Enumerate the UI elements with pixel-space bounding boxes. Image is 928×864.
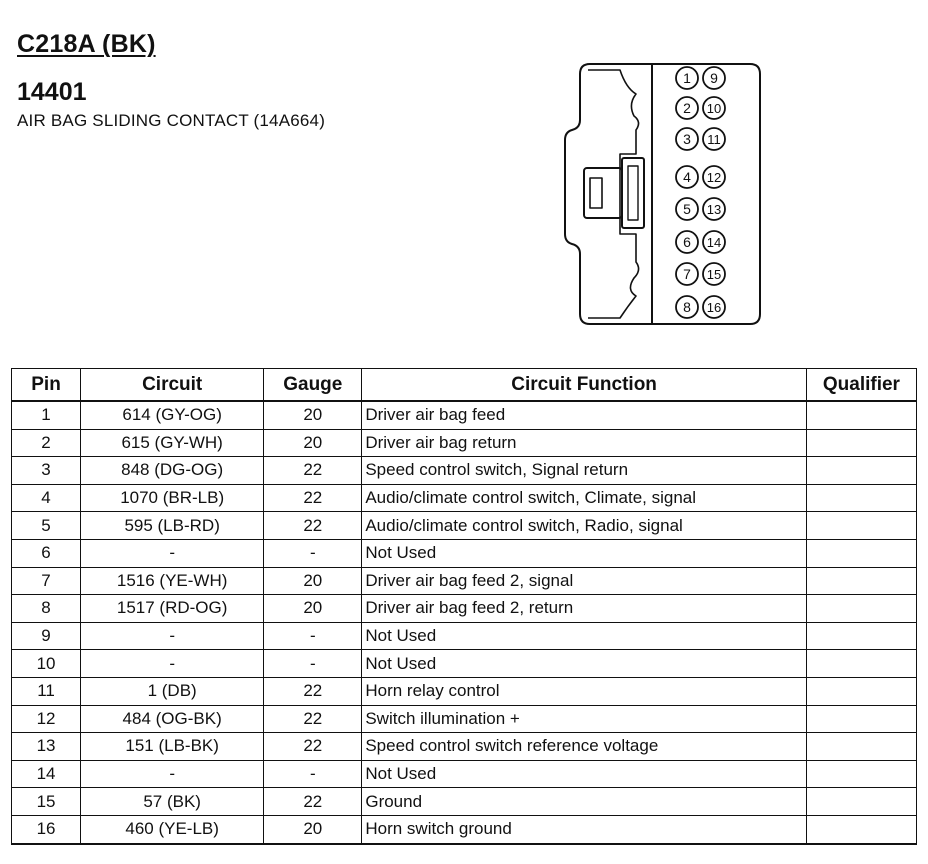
- circuit-function-cell: Horn switch ground: [362, 815, 806, 843]
- qualifier-cell: [806, 815, 916, 843]
- pin-cavity: [703, 231, 725, 253]
- pin-cell: 7: [12, 567, 81, 595]
- qualifier-cell: [806, 788, 916, 816]
- pin-cell: 10: [12, 650, 81, 678]
- pinout-table: [11, 368, 917, 845]
- table-row: [12, 539, 917, 567]
- pin-cell: 9: [12, 622, 81, 650]
- gauge-cell: -: [264, 539, 362, 567]
- circuit-function-cell: Driver air bag return: [362, 429, 806, 457]
- pin-number-label: 15: [706, 267, 722, 282]
- qualifier-cell: [806, 457, 916, 485]
- gauge-cell: 20: [264, 595, 362, 623]
- circuit-cell: -: [81, 760, 264, 788]
- column-header-pin: Pin: [12, 369, 81, 402]
- pin-number-label: 1: [683, 70, 691, 86]
- qualifier-cell: [806, 567, 916, 595]
- pin-cavity: [703, 166, 725, 188]
- qualifier-cell: [806, 401, 916, 429]
- pin-number-label: 4: [683, 169, 691, 185]
- circuit-cell: -: [81, 650, 264, 678]
- pin-number-label: 8: [683, 299, 691, 315]
- qualifier-cell: [806, 484, 916, 512]
- pin-number-label: 7: [683, 266, 691, 282]
- circuit-function-cell: Not Used: [362, 760, 806, 788]
- pin-cell: 13: [12, 733, 81, 761]
- pin-number-label: 5: [683, 201, 691, 217]
- pin-cell: 15: [12, 788, 81, 816]
- column-header-qualifier: Qualifier: [806, 369, 916, 402]
- pin-cavity: [676, 198, 698, 220]
- circuit-cell: 614 (GY-OG): [81, 401, 264, 429]
- part-number: 14401: [17, 78, 87, 106]
- pin-cell: 11: [12, 677, 81, 705]
- qualifier-cell: [806, 650, 916, 678]
- pin-cell: 14: [12, 760, 81, 788]
- circuit-cell: 1516 (YE-WH): [81, 567, 264, 595]
- pin-number-label: 12: [706, 170, 722, 185]
- circuit-cell: 57 (BK): [81, 788, 264, 816]
- pin-cavity: [703, 296, 725, 318]
- pin-cavity: [676, 128, 698, 150]
- qualifier-cell: [806, 539, 916, 567]
- pin-cavity: [703, 97, 725, 119]
- pin-cell: 4: [12, 484, 81, 512]
- circuit-function-cell: Horn relay control: [362, 677, 806, 705]
- part-description: AIR BAG SLIDING CONTACT (14A664): [17, 111, 326, 130]
- pin-number-label: 6: [683, 234, 691, 250]
- gauge-cell: 22: [264, 457, 362, 485]
- table-header-row: [12, 369, 917, 402]
- table-row: [12, 760, 917, 788]
- gauge-cell: 22: [264, 705, 362, 733]
- gauge-cell: -: [264, 650, 362, 678]
- pin-cavity: [703, 198, 725, 220]
- pin-cavity: [676, 166, 698, 188]
- circuit-function-cell: Not Used: [362, 650, 806, 678]
- pin-number-label: 9: [710, 70, 718, 86]
- pin-cell: 6: [12, 539, 81, 567]
- table-row: [12, 484, 917, 512]
- pin-number-label: 16: [706, 300, 722, 315]
- column-header-circuit-function: Circuit Function: [362, 369, 806, 402]
- pin-cell: 1: [12, 401, 81, 429]
- gauge-cell: 20: [264, 815, 362, 843]
- pin-number-label: 13: [706, 202, 722, 217]
- circuit-cell: -: [81, 622, 264, 650]
- circuit-function-cell: Audio/climate control switch, Climate, signal: [362, 484, 806, 512]
- pin-cavity: [676, 67, 698, 89]
- circuit-cell: 484 (OG-BK): [81, 705, 264, 733]
- table-row: [12, 567, 917, 595]
- pin-cavity: [703, 263, 725, 285]
- circuit-function-cell: Driver air bag feed 2, signal: [362, 567, 806, 595]
- circuit-function-cell: Speed control switch, Signal return: [362, 457, 806, 485]
- circuit-function-cell: Speed control switch reference voltage: [362, 733, 806, 761]
- circuit-cell: 1070 (BR-LB): [81, 484, 264, 512]
- pin-number-label: 14: [706, 235, 722, 250]
- table-row: [12, 622, 917, 650]
- circuit-function-cell: Switch illumination +: [362, 705, 806, 733]
- connector-id: C218A (BK): [17, 30, 156, 58]
- gauge-cell: -: [264, 622, 362, 650]
- pin-cavity: [703, 128, 725, 150]
- table-row: [12, 815, 917, 843]
- circuit-function-cell: Not Used: [362, 539, 806, 567]
- circuit-cell: -: [81, 539, 264, 567]
- circuit-cell: 460 (YE-LB): [81, 815, 264, 843]
- table-row: [12, 457, 917, 485]
- circuit-cell: 595 (LB-RD): [81, 512, 264, 540]
- pin-cell: 8: [12, 595, 81, 623]
- column-header-circuit: Circuit: [81, 369, 264, 402]
- pin-number-label: 10: [706, 101, 722, 116]
- gauge-cell: 22: [264, 512, 362, 540]
- circuit-function-cell: Driver air bag feed: [362, 401, 806, 429]
- pin-cavity: [676, 97, 698, 119]
- circuit-cell: 848 (DG-OG): [81, 457, 264, 485]
- circuit-cell: 615 (GY-WH): [81, 429, 264, 457]
- pin-cavity: [676, 263, 698, 285]
- pin-cell: 2: [12, 429, 81, 457]
- gauge-cell: 22: [264, 788, 362, 816]
- circuit-function-cell: Not Used: [362, 622, 806, 650]
- pin-cell: 5: [12, 512, 81, 540]
- column-header-gauge: Gauge: [264, 369, 362, 402]
- qualifier-cell: [806, 760, 916, 788]
- pin-cell: 16: [12, 815, 81, 843]
- table-row: [12, 677, 917, 705]
- pin-cavity: [676, 231, 698, 253]
- table-row: [12, 733, 917, 761]
- qualifier-cell: [806, 512, 916, 540]
- circuit-cell: 151 (LB-BK): [81, 733, 264, 761]
- table-row: [12, 429, 917, 457]
- circuit-cell: 1517 (RD-OG): [81, 595, 264, 623]
- pin-number-label: 11: [707, 132, 721, 147]
- table-row: [12, 788, 917, 816]
- gauge-cell: -: [264, 760, 362, 788]
- table-row: [12, 705, 917, 733]
- gauge-cell: 22: [264, 677, 362, 705]
- gauge-cell: 20: [264, 567, 362, 595]
- table-row: [12, 595, 917, 623]
- circuit-cell: 1 (DB): [81, 677, 264, 705]
- circuit-function-cell: Ground: [362, 788, 806, 816]
- gauge-cell: 22: [264, 733, 362, 761]
- pin-cavity: [703, 67, 725, 89]
- connector-face-diagram: [560, 58, 770, 333]
- pin-cell: 3: [12, 457, 81, 485]
- table-row: [12, 512, 917, 540]
- pin-cavity: [676, 296, 698, 318]
- pin-number-label: 3: [683, 131, 691, 147]
- circuit-function-cell: Audio/climate control switch, Radio, signal: [362, 512, 806, 540]
- pin-number-label: 2: [683, 100, 691, 116]
- gauge-cell: 20: [264, 401, 362, 429]
- gauge-cell: 20: [264, 429, 362, 457]
- qualifier-cell: [806, 733, 916, 761]
- table-row: [12, 650, 917, 678]
- qualifier-cell: [806, 677, 916, 705]
- gauge-cell: 22: [264, 484, 362, 512]
- pin-cell: 12: [12, 705, 81, 733]
- qualifier-cell: [806, 705, 916, 733]
- qualifier-cell: [806, 622, 916, 650]
- qualifier-cell: [806, 429, 916, 457]
- qualifier-cell: [806, 595, 916, 623]
- table-row: [12, 401, 917, 429]
- circuit-function-cell: Driver air bag feed 2, return: [362, 595, 806, 623]
